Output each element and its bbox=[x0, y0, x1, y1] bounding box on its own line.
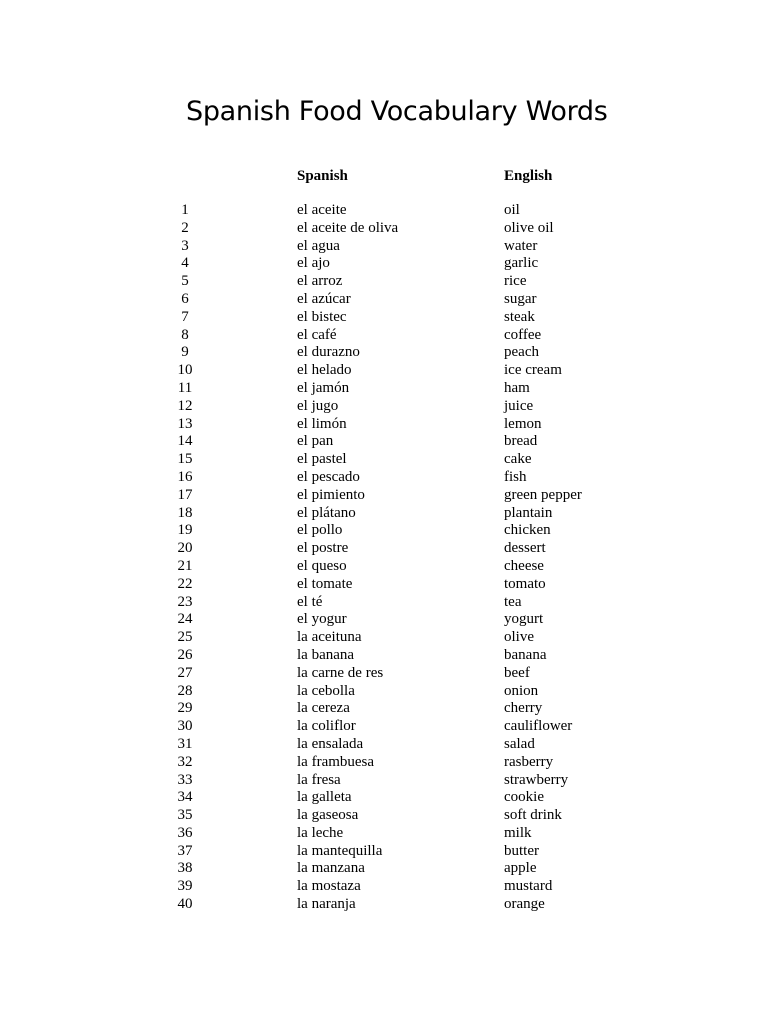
spanish-word: el té bbox=[297, 593, 323, 610]
vocabulary-row bbox=[0, 487, 768, 505]
row-number: 38 bbox=[177, 860, 193, 877]
english-word: green pepper bbox=[504, 486, 582, 503]
row-number: 8 bbox=[181, 326, 189, 343]
spanish-word: el jugo bbox=[297, 397, 339, 414]
spanish-word: la banana bbox=[297, 646, 355, 663]
english-word: cherry bbox=[504, 700, 543, 717]
spanish-word: la mantequilla bbox=[297, 842, 383, 859]
english-word: lemon bbox=[504, 415, 542, 432]
vocabulary-row bbox=[0, 380, 768, 398]
row-number: 9 bbox=[181, 344, 189, 361]
english-word: butter bbox=[504, 842, 539, 859]
row-number: 2 bbox=[181, 219, 189, 236]
vocabulary-row bbox=[0, 433, 768, 451]
vocabulary-row bbox=[0, 789, 768, 807]
spanish-word: la cereza bbox=[297, 700, 350, 717]
row-number: 29 bbox=[177, 700, 193, 717]
spanish-word: la carne de res bbox=[297, 664, 384, 681]
spanish-word: el aceite de oliva bbox=[297, 219, 399, 236]
vocabulary-row bbox=[0, 629, 768, 647]
english-word: soft drink bbox=[504, 807, 562, 824]
vocabulary-row bbox=[0, 469, 768, 487]
vocabulary-row bbox=[0, 736, 768, 754]
vocabulary-row bbox=[0, 772, 768, 790]
spanish-word: la galleta bbox=[297, 789, 352, 806]
english-word: banana bbox=[504, 646, 547, 663]
spanish-word: el bistec bbox=[297, 308, 347, 325]
row-number: 14 bbox=[177, 433, 193, 450]
spanish-word: el café bbox=[297, 326, 337, 343]
english-word: rasberry bbox=[504, 753, 554, 770]
english-word: strawberry bbox=[504, 771, 569, 788]
vocabulary-row bbox=[0, 398, 768, 416]
row-number: 16 bbox=[177, 468, 193, 485]
vocabulary-row bbox=[0, 896, 768, 914]
row-number: 30 bbox=[177, 718, 193, 735]
spanish-word: el durazno bbox=[297, 344, 360, 361]
english-word: onion bbox=[504, 682, 539, 699]
row-number: 26 bbox=[177, 646, 193, 663]
english-word: orange bbox=[504, 896, 545, 913]
vocabulary-row bbox=[0, 718, 768, 736]
row-number: 6 bbox=[181, 290, 189, 307]
vocabulary-row bbox=[0, 594, 768, 612]
spanish-word: el helado bbox=[297, 362, 352, 379]
english-word: cake bbox=[504, 451, 532, 468]
spanish-word: la gaseosa bbox=[297, 807, 359, 824]
english-word: olive bbox=[504, 629, 534, 646]
english-word: milk bbox=[504, 824, 532, 841]
english-word: beef bbox=[504, 664, 530, 681]
spanish-word: el pastel bbox=[297, 451, 347, 468]
page-title: Spanish Food Vocabulary Words bbox=[186, 96, 608, 127]
spanish-word: la cebolla bbox=[297, 682, 355, 699]
vocabulary-row bbox=[0, 220, 768, 238]
row-number: 4 bbox=[181, 255, 189, 272]
row-number: 28 bbox=[177, 682, 193, 699]
english-word: cheese bbox=[504, 557, 544, 574]
english-word: rice bbox=[504, 273, 527, 290]
row-number: 23 bbox=[177, 593, 193, 610]
vocabulary-row bbox=[0, 255, 768, 273]
row-number: 19 bbox=[177, 522, 193, 539]
row-number: 10 bbox=[177, 362, 193, 379]
spanish-word: el agua bbox=[297, 237, 340, 254]
spanish-word: la ensalada bbox=[297, 735, 364, 752]
spanish-word: la mostaza bbox=[297, 878, 361, 895]
spanish-word: el pan bbox=[297, 433, 334, 450]
spanish-word: el tomate bbox=[297, 575, 353, 592]
english-word: coffee bbox=[504, 326, 542, 343]
spanish-word: la frambuesa bbox=[297, 753, 375, 770]
english-word: mustard bbox=[504, 878, 553, 895]
row-number: 22 bbox=[177, 575, 193, 592]
row-number: 7 bbox=[181, 308, 189, 325]
spanish-word: el queso bbox=[297, 557, 347, 574]
row-number: 20 bbox=[177, 540, 193, 557]
vocabulary-row bbox=[0, 522, 768, 540]
english-word: cauliflower bbox=[504, 718, 573, 735]
row-number: 15 bbox=[177, 451, 193, 468]
vocabulary-row bbox=[0, 807, 768, 825]
spanish-word: el pimiento bbox=[297, 486, 365, 503]
spanish-word: el ajo bbox=[297, 255, 330, 272]
english-word: chicken bbox=[504, 522, 551, 539]
english-word: olive oil bbox=[504, 219, 554, 236]
english-word: bread bbox=[504, 433, 538, 450]
row-number: 24 bbox=[177, 611, 193, 628]
english-word: tomato bbox=[504, 575, 546, 592]
english-word: oil bbox=[504, 202, 520, 218]
vocabulary-row bbox=[0, 291, 768, 309]
english-word: ham bbox=[504, 379, 530, 396]
spanish-word: el plátano bbox=[297, 504, 356, 521]
spanish-word: la leche bbox=[297, 824, 344, 841]
english-word: steak bbox=[504, 308, 535, 325]
english-word: peach bbox=[504, 344, 539, 361]
english-word: apple bbox=[504, 860, 537, 877]
vocabulary-row bbox=[0, 647, 768, 665]
row-number: 34 bbox=[177, 789, 193, 806]
vocabulary-row bbox=[0, 878, 768, 896]
vocabulary-row bbox=[0, 700, 768, 718]
row-number: 3 bbox=[181, 237, 189, 254]
spanish-word: el aceite bbox=[297, 202, 347, 218]
english-word: dessert bbox=[504, 540, 546, 557]
english-word: water bbox=[504, 237, 538, 254]
vocabulary-row bbox=[0, 576, 768, 594]
vocabulary-row bbox=[0, 611, 768, 629]
row-number: 11 bbox=[177, 379, 193, 396]
vocabulary-row bbox=[0, 273, 768, 291]
english-word: sugar bbox=[504, 290, 537, 307]
english-word: juice bbox=[504, 397, 534, 414]
spanish-word: el postre bbox=[297, 540, 349, 557]
vocabulary-row bbox=[0, 344, 768, 362]
column-header-spanish: Spanish bbox=[297, 168, 348, 184]
spanish-word: la coliflor bbox=[297, 718, 356, 735]
row-number: 35 bbox=[177, 807, 193, 824]
row-number: 39 bbox=[177, 878, 193, 895]
vocabulary-row bbox=[0, 558, 768, 576]
row-number: 32 bbox=[177, 753, 193, 770]
vocabulary-row bbox=[0, 362, 768, 380]
spanish-word: la manzana bbox=[297, 860, 365, 877]
row-number: 36 bbox=[177, 824, 193, 841]
vocabulary-list bbox=[0, 202, 768, 914]
english-word: yogurt bbox=[504, 611, 544, 628]
row-number: 31 bbox=[177, 735, 193, 752]
english-word: cookie bbox=[504, 789, 544, 806]
row-number: 21 bbox=[177, 557, 193, 574]
spanish-word: el arroz bbox=[297, 273, 343, 290]
row-number: 18 bbox=[177, 504, 193, 521]
vocabulary-row bbox=[0, 860, 768, 878]
row-number: 12 bbox=[177, 397, 193, 414]
vocabulary-row bbox=[0, 309, 768, 327]
row-number: 40 bbox=[177, 896, 193, 913]
vocabulary-row bbox=[0, 665, 768, 683]
vocabulary-row bbox=[0, 825, 768, 843]
vocabulary-row bbox=[0, 238, 768, 256]
vocabulary-row bbox=[0, 416, 768, 434]
row-number: 13 bbox=[177, 415, 193, 432]
vocabulary-row bbox=[0, 540, 768, 558]
vocabulary-row bbox=[0, 451, 768, 469]
spanish-word: el limón bbox=[297, 415, 347, 432]
spanish-word: el azúcar bbox=[297, 290, 351, 307]
row-number: 17 bbox=[177, 486, 193, 503]
row-number: 37 bbox=[177, 842, 193, 859]
row-number: 33 bbox=[177, 771, 193, 788]
spanish-word: la fresa bbox=[297, 771, 341, 788]
spanish-word: el pollo bbox=[297, 522, 343, 539]
english-word: tea bbox=[504, 593, 522, 610]
row-number: 5 bbox=[181, 273, 189, 290]
spanish-word: la aceituna bbox=[297, 629, 362, 646]
vocabulary-row bbox=[0, 843, 768, 861]
row-number: 25 bbox=[177, 629, 193, 646]
row-number: 1 bbox=[181, 202, 189, 218]
column-header-english: English bbox=[504, 168, 553, 184]
vocabulary-row bbox=[0, 327, 768, 345]
spanish-word: el pescado bbox=[297, 468, 360, 485]
row-number: 27 bbox=[177, 664, 193, 681]
english-word: garlic bbox=[504, 255, 539, 272]
english-word: plantain bbox=[504, 504, 553, 521]
english-word: fish bbox=[504, 468, 527, 485]
vocabulary-row bbox=[0, 754, 768, 772]
spanish-word: el yogur bbox=[297, 611, 347, 628]
vocabulary-row bbox=[0, 505, 768, 523]
spanish-word: la naranja bbox=[297, 896, 356, 913]
english-word: salad bbox=[504, 735, 535, 752]
spanish-word: el jamón bbox=[297, 379, 350, 396]
vocabulary-row bbox=[0, 683, 768, 701]
vocabulary-row bbox=[0, 202, 768, 220]
english-word: ice cream bbox=[504, 362, 562, 379]
